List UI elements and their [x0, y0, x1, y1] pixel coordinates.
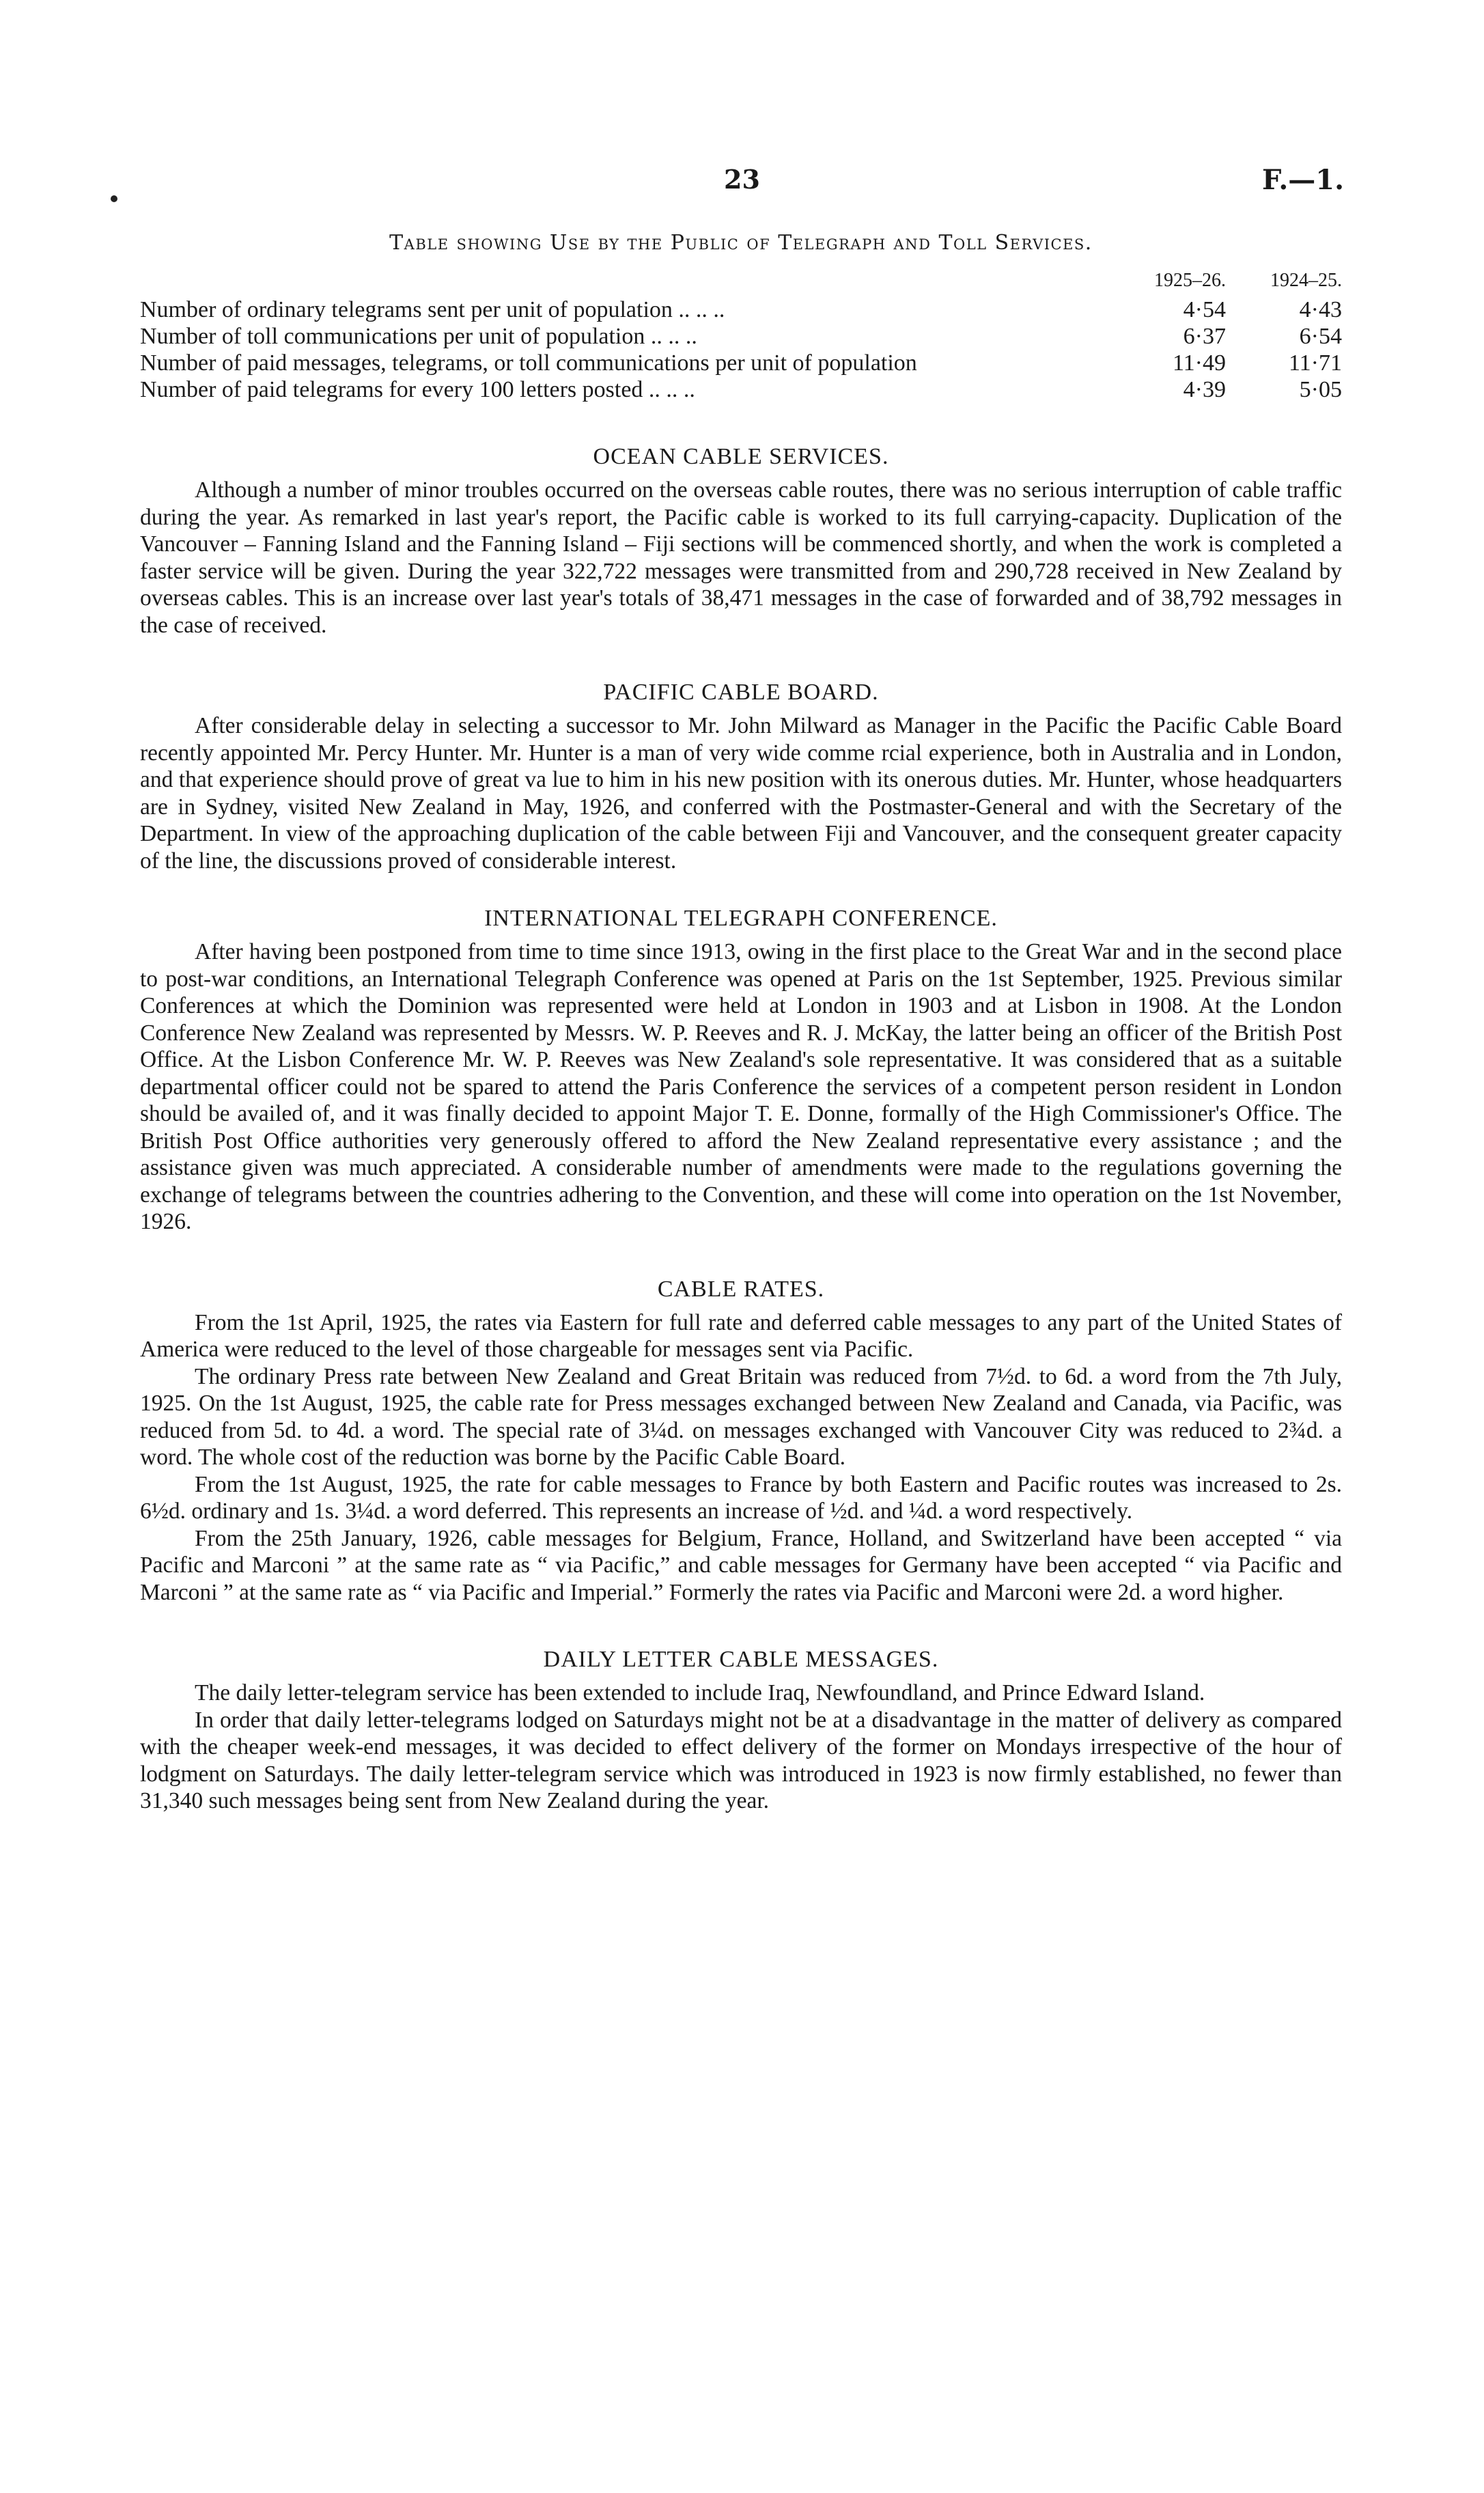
margin-dot [111, 195, 117, 202]
paragraph: From the 1st April, 1925, the rates via Eastern for full rate and deferred cable messages to any part of the United States of America were reduced to the level of those chargeable for messages sent via Pacific. [140, 1309, 1342, 1362]
section-heading-pacific-cable-board: PACIFIC CABLE BOARD. [603, 680, 879, 705]
table-row [140, 296, 1342, 323]
section-heading-cable-rates: CABLE RATES. [657, 1276, 825, 1302]
table-header-row [140, 267, 1342, 296]
section-heading-daily-letter: DAILY LETTER CABLE MESSAGES. [543, 1647, 939, 1672]
table-row [140, 323, 1342, 350]
paragraph: After having been postponed from time to time since 1913, owing in the first place to the Great War and in the second place to post-war conditions, an International Telegraph Conference was opened at Paris on the 1st September, 1925. Previous similar Conferences at which the Dominion was represented were held at London in 1903 and at Lisbon in 1908. At the London Conference New Zealand was represented by Messrs. W. P. Reeves and R. J. McKay, the latter being an officer of the British Post Office. At the Lisbon Conference Mr. W. P. Reeves was New Zealand's sole representative. It was considered that as a suitable departmental officer could not be spared to attend the Paris Conference the services of a competent person resident in London should be availed of, and it was finally decided to appoint Major T. E. Donne, formally of the High Commissioner's Office. The British Post Office authorities very generously offered to afford the New Zealand representative every assistance ; and the assistance given was much appreciated. A considerable number of amendments were made to the regulations governing the exchange of telegrams between the countries adhering to the Convention, and these will come into operation on the 1st November, 1926. [140, 939, 1342, 1234]
column-header: 1925–26. [1154, 270, 1226, 291]
row-value-1925: 11·49 [1172, 350, 1226, 376]
row-value-1924: 11·71 [1288, 350, 1342, 376]
table-title: Table showing Use by the Public of Telegraph and Toll Services. [389, 231, 1093, 255]
column-header: 1924–25. [1270, 270, 1342, 291]
table-row [140, 350, 1342, 376]
paragraph: In order that daily letter-telegrams lodged on Saturdays might not be at a disadvantage in the matter of delivery as compared with the cheaper week-end messages, it was decided to effect delivery of the former on Mondays irrespective of the hour of lodgment on Saturdays. The daily letter-telegram service which was introduced in 1923 is now firmly established, no fewer than 31,340 such messages being sent from New Zealand during the year. [140, 1707, 1342, 1813]
row-value-1924: 6·54 [1299, 324, 1342, 349]
paragraph: The ordinary Press rate between New Zealand and Great Britain was reduced from 7½d. to 6d. a word from the 7th July, 1925. On the 1st August, 1925, the cable rate for Press messages exchanged between New Zealand and Canada, via Pacific, was reduced from 5d. to 4d. a word. The special rate of 3¼d. on messages exchanged with Vancouver City was reduced to 2¾d. a word. The whole cost of the reduction was borne by the Pacific Cable Board. [140, 1363, 1342, 1470]
row-value-1924: 4·43 [1299, 297, 1342, 322]
row-label: Number of paid telegrams for every 100 letters posted .. .. .. [140, 377, 695, 402]
document-reference: F.—1. [1261, 164, 1344, 196]
paragraph: From the 25th January, 1926, cable messages for Belgium, France, Holland, and Switzerland have been accepted “ via Pacific and Marconi ” at the same rate as “ via Pacific,” and cable messages for Germany have been accepted “ via Pacific and Marconi ” at the same rate as “ via Pacific and Imperial.” Formerly the rates via Pacific and Marconi were 2d. a word higher. [140, 1525, 1342, 1605]
row-label: Number of paid messages, telegrams, or toll communications per unit of population [140, 350, 917, 376]
row-value-1925: 4·39 [1183, 377, 1226, 402]
table-row [140, 376, 1342, 403]
section-heading-ocean-cable: OCEAN CABLE SERVICES. [593, 444, 889, 469]
paragraph: After considerable delay in selecting a successor to Mr. John Milward as Manager in the Pacific the Pacific Cable Board recently appointed Mr. Percy Hunter. Mr. Hunter is a man of very wide comme rcial experience, both in Australia and in London, and that experience should prove of great va lue to him in his new position with its onerous duties. Mr. Hunter, whose headquarters are in Sydney, visited New Zealand in May, 1926, and conferred with the Postmaster-General and with the Secretary of the Department. In view of the approaching duplication of the cable between Fiji and Vancouver, and the consequent greater capacity of the line, the discussions proved of considerable interest. [140, 713, 1342, 874]
paragraph: The daily letter-telegram service has been extended to include Iraq, Newfoundland, and Prince Edward Island. [195, 1680, 1205, 1705]
section-heading-telegraph-conference: INTERNATIONAL TELEGRAPH CONFERENCE. [484, 906, 998, 931]
page-content [140, 231, 1342, 1815]
row-value-1925: 6·37 [1183, 324, 1226, 349]
page-header [140, 164, 1344, 205]
row-value-1924: 5·05 [1299, 377, 1342, 402]
page-number: 23 [724, 164, 760, 195]
paragraph: From the 1st August, 1925, the rate for cable messages to France by both Eastern and Pacific routes was increased to 2s. 6½d. ordinary and 1s. 3¼d. a word deferred. This represents an increase of ½d. and ¼d. a word respectively. [140, 1471, 1342, 1524]
row-label: Number of toll communications per unit of population .. .. .. [140, 324, 697, 349]
row-label: Number of ordinary telegrams sent per unit of population .. .. .. [140, 297, 725, 322]
usage-table [140, 267, 1342, 403]
paragraph: Although a number of minor troubles occurred on the overseas cable routes, there was no serious interruption of cable traffic during the year. As remarked in last year's report, the Pacific cable is worked to its full carrying-capacity. Duplication of the Vancouver – Fanning Island and the Fanning Island – Fiji sections will be commenced shortly, and when the work is completed a faster service will be given. During the year 322,722 messages were transmitted from and 290,728 received in New Zealand by overseas cables. This is an increase over last year's totals of 38,471 messages in the case of forwarded and of 38,792 messages in the case of received. [140, 477, 1342, 638]
row-value-1925: 4·54 [1183, 297, 1226, 322]
